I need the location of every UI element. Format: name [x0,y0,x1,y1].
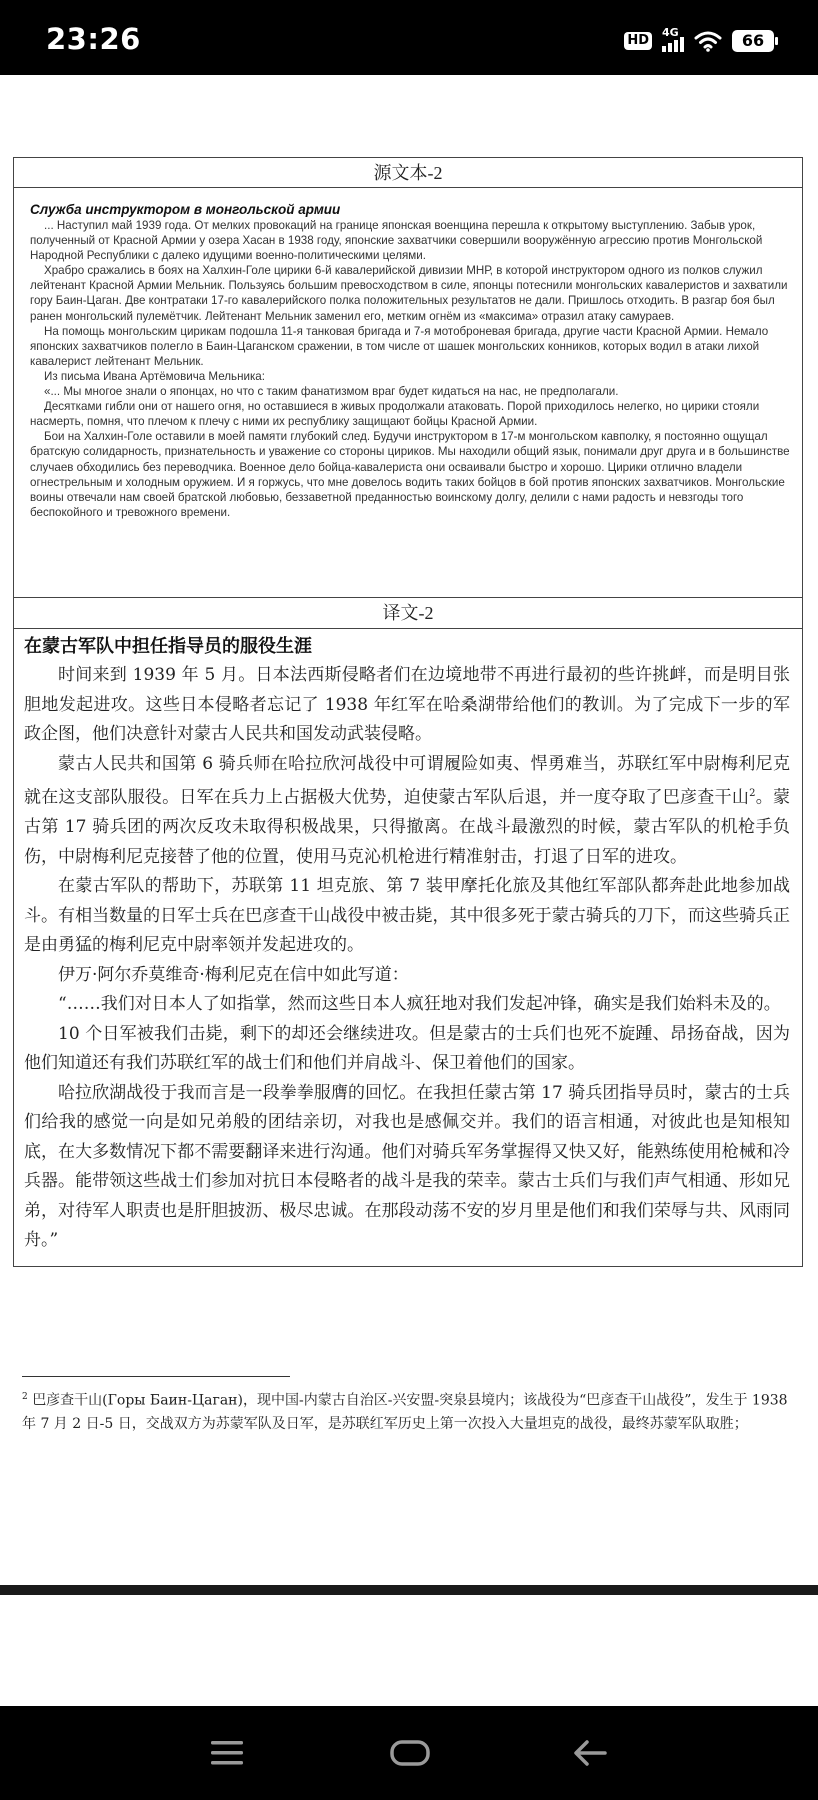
paragraph-text: 蒙古人民共和国第 6 骑兵师在哈拉欣河战役中可谓履险如夷、悍勇难当，苏联红军中尉梅利尼克就在这支部队服役。日军在兵力上占据极大优势，迫使蒙古军队后退，并一度夺取了巴彦查干山 [24,753,790,808]
translation-box-title: 译文-2 [14,598,802,629]
page-end-divider [0,1585,818,1595]
back-arrow-icon [571,1738,609,1768]
menu-icon [209,1738,245,1768]
home-icon [389,1738,431,1768]
translation-paragraph: “……我们对日本人了如指掌，然而这些日本人疯狂地对我们发起冲锋，确实是我们始料未及的。 [58,994,781,1015]
translation-paragraph: 在蒙古军队的帮助下，苏联第 11 坦克旅、第 7 装甲摩托化旅及其他红军部队都奔赴此地参加战斗。有相当数量的日军士兵在巴彦查干山战役中被击毙，其中很多死于蒙古骑兵的刀下，而这些骑兵正是由勇猛的梅利尼克中尉率领并发起进攻的。 [24,876,790,956]
battery-icon: 66 [732,30,774,52]
source-paragraph: ... Наступил май 1939 года. От мелких провокаций на границе японская военщина перешла к открытому выступлению. Забыв урок, полученный от Красной Армии у озера Хасан в 1938 году, японские захватчики совершили вооружённую агрессию против Монгольской Народной Республики с далеко идущими военно-политическими целями. [30,219,763,263]
source-paragraph: Десятками гибли они от нашего огня, но оставшиеся в живых продолжали атаковать. Порой приходилось нелегко, но цирики стояли насмерть, помня, что плечом к плечу с ними их республику защищают бойцы Красной Армии. [30,400,760,429]
translation-paragraph: 10 个日军被我们击毙，剩下的却还会继续进攻。但是蒙古的士兵们也死不旋踵、昂扬奋战，因为他们知道还有我们苏联红军的战士们和他们并肩战斗、保卫着他们的国家。 [24,1023,790,1074]
back-button[interactable] [560,1728,620,1778]
status-icons [624,28,774,54]
source-paragraph: «... Мы многое знали о японцах, но что с таким фанатизмом враг будет кидаться на нас, не предполагали. [44,385,619,399]
translation-paragraph: 时间来到 1939 年 5 月。日本法西斯侵略者们在边境地带不再进行最初的些许挑衅，而是明目张胆地发起进攻。这些日本侵略者忘记了 1938 年红军在哈桑湖带给他们的教训。为了完成下一步的军政企图，他们决意针对蒙古人民共和国发动武装侵略。 [24,665,790,744]
translation-heading: 在蒙古军队中担任指导员的服役生涯 [24,636,312,657]
network-type-label: 4G [662,26,679,39]
source-paragraph: На помощь монгольским цирикам подошла 11-я танковая бригада и 7-я мотоброневая бригада, другие части Красной Армии. Немало японских захватчиков полегло в Баин-Цаганском сражении, в том числе от шашек монгольских конников, которых водил в атаки лихой кавалерист лейтенант Мельник. [30,324,769,368]
cellular-signal-icon [662,26,684,52]
clock: 23:26 [46,22,141,56]
source-text-box [14,188,802,598]
navigation-bar [0,1706,818,1800]
source-paragraph: Бои на Халхин-Голе оставили в моей памяти глубокий след. Будучи инструктором в 17-м монгольском кавполку, я постоянно ощущал братскую солидарность, признательность и уважение со стороны цириков. Мы находили общий язык, понимали друг друга и в большинстве случаев обходились без переводчика. Военное дело бойца-кавалериста они осваивали быстро и хорошо. Цирики отлично владели огнестрельным и холодным оружием. И я горжусь, что мне довелось водить таких бойцов в бой против японских захватчиков. Монгольские воины отвечали нам своей братской любовью, беззаветной преданностью воинскому долгу, делили с нами радость и невзгоды того беспокойного и тревожного времени. [30,430,790,519]
hd-icon: HD [624,32,652,50]
wifi-icon [694,30,722,52]
source-paragraph: Храбро сражались в боях на Халхин-Голе цирики 6-й кавалерийской дивизии МНР, в которой инструктором одного из полков служил лейтенант Красной Армии Мельник. Пользуясь большим превосходством в силе, японцы потеснили монгольских кавалеристов и захватили гору Баин-Цаган. Две контратаки 17-го кавалерийского полка положительных результатов не дали. Пришлось отходить. В разгар боя был ранен монгольский пулемётчик. Лейтенант Мельник заменил его, метким огнём из «максима» отразил атаку самураев. [30,264,788,323]
translation-paragraph [24,750,790,873]
translation-paragraph: 哈拉欣湖战役于我而言是一段拳拳服膺的回忆。在我担任蒙古第 17 骑兵团指导员时，蒙古的士兵们给我的感觉一向是如兄弟般的团结亲切，对我也是感佩交并。我们的语言相通，对彼此也是知根知底，在大多数情况下都不需要翻译来进行沟通。他们对骑兵军务掌握得又快又好，能熟练使用枪械和冷兵器。能带领这些战士们参加对抗日本侵略者的战斗是我的荣幸。蒙古士兵们与我们声气相通、形如兄弟，对待军人职责也是肝胆披沥、极尽忠诚。在那段动荡不安的岁月里是他们和我们荣辱与共、风雨同舟。” [24,1082,790,1251]
footnote [22,1386,797,1436]
paragraph-text: 。蒙古第 17 骑兵团的两次反攻未取得积极战果，只得撤离。在战斗最激烈的时候，蒙古军队的机枪手负伤，中尉梅利尼克接替了他的位置，使用马克沁机枪进行精准射击，打退了日军的进攻。 [24,787,791,867]
status-bar [0,0,818,75]
footnote-divider [22,1376,290,1377]
translation-paragraph: 伊万·阿尔乔莫维奇·梅利尼克在信中如此写道： [58,964,409,985]
translation-text-box [14,629,802,1266]
source-box-title: 源文本-2 [14,158,802,188]
footnote-text: 巴彦查干山(Горы Баин-Цаган)，现中国-内蒙古自治区-兴安盟-突泉县境内；该战役为“巴彦查干山战役”，发生于 1938 年 7 月 2 日-5 日，交战双方为苏蒙军队及日军，是苏联红军历史上第一次投入大量坦克的战役，最终苏蒙军队取胜； [22,1392,788,1432]
document-table [13,157,803,1267]
footnote-ref[interactable]: 2 [749,788,756,799]
footnote-number: 2 [22,1392,28,1402]
source-paragraph: Из письма Ивана Артёмовича Мельника: [44,369,265,383]
home-button[interactable] [380,1728,440,1778]
recent-apps-button[interactable] [197,1728,257,1778]
source-heading: Служба инструктором в монгольской армии [30,202,341,217]
